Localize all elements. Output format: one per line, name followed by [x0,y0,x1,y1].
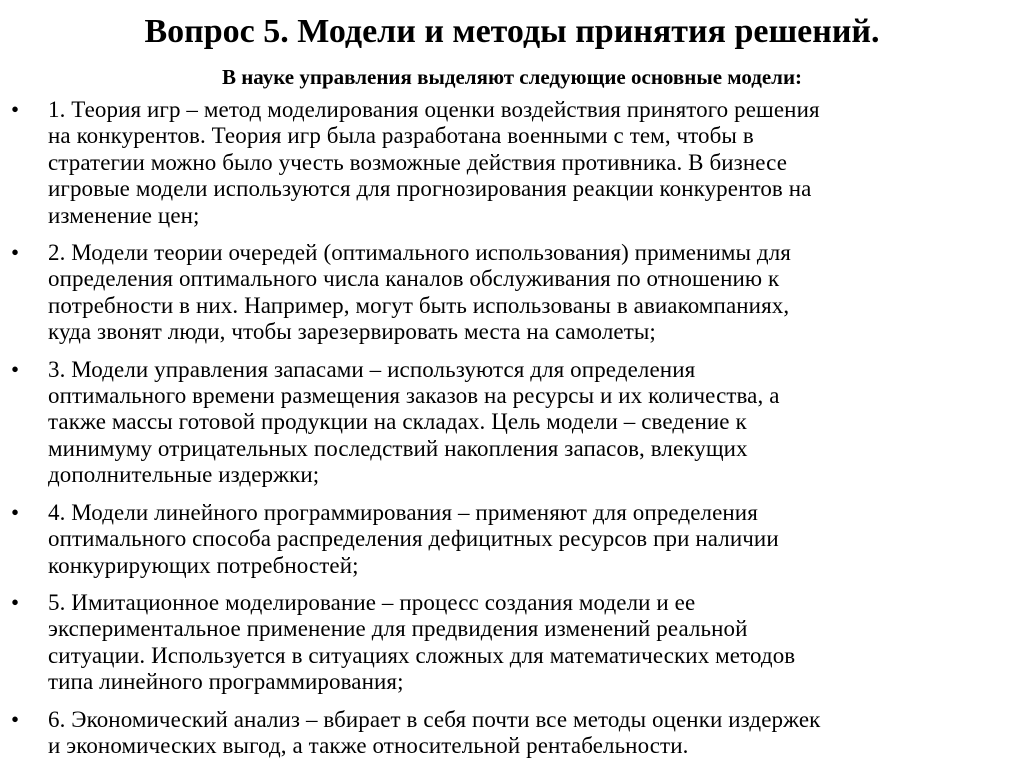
list-item-text-line: ситуации. Используется в ситуациях сложных для математических методов [48,642,796,668]
list-item [0,707,1024,760]
list-item-text-line: 3. Модели управления запасами – используются для определения [48,356,696,382]
list-item-text-line: экспериментальное применение для предвидения изменений реальной [48,616,748,642]
list-item-text-line: 5. Имитационное моделирование – процесс создания модели и ее [48,589,696,615]
list-item-text-line: минимуму отрицательных последствий накопления запасов, влекущих [48,435,748,461]
list-item-text-line: куда звонят люди, чтобы зарезервировать места на самолеты; [48,319,656,345]
list-item-text-line: конкурирующих потребностей; [48,552,359,578]
list-item-text-line: изменение цен; [48,202,200,228]
bullet-marker: • [11,240,20,266]
list-item-text-line: типа линейного программирования; [48,669,404,695]
list-item-text-line: 1. Теория игр – метод моделирования оценки воздействия принятого решения [48,97,820,122]
list-item [0,357,1024,489]
list-item-text-line: оптимального способа распределения дефицитных ресурсов при наличии [48,526,779,552]
list-item-text-line: игровые модели используются для прогнозирования реакции конкурентов на [48,176,812,202]
list-item-text-line: определения оптимального числа каналов обслуживания по отношению к [48,266,780,292]
slide-title: Вопрос 5. Модели и методы принятия решений. [144,13,880,50]
list-item-text-line: потребности в них. Например, могут быть использованы в авиакомпаниях, [48,292,790,318]
models-list [0,97,1024,770]
list-item-text-line: дополнительные издержки; [48,462,320,488]
list-item-text-line: оптимального времени размещения заказов на ресурсы и их количества, а [48,383,780,409]
list-item-text-line: 6. Экономический анализ – вбирает в себя почти все методы оценки издержек [48,706,821,732]
bullet-marker: • [11,589,20,615]
bullet-marker: • [11,706,20,732]
bullet-marker: • [11,356,20,382]
list-item-text-line: стратегии можно было учесть возможные действия противника. В бизнесе [48,149,788,175]
list-item [0,500,1024,579]
list-item-text-line: 4. Модели линейного программирования – применяют для определения [48,499,758,525]
list-item-text-line: 2. Модели теории очередей (оптимального использования) применимы для [48,240,791,266]
list-item-text-line: и экономических выгод, а также относительной рентабельности. [48,732,689,758]
list-item-text-line: также массы готовой продукции на складах. Цель модели – сведение к [48,409,747,435]
list-item [0,240,1024,346]
list-item [0,97,1024,229]
list-item [0,590,1024,696]
bullet-marker: • [11,499,20,525]
list-item-text-line: на конкурентов. Теория игр была разработана военными с тем, чтобы в [48,123,754,149]
slide-subtitle: В науке управления выделяют следующие основные модели: [221,65,803,89]
bullet-marker: • [11,97,20,122]
